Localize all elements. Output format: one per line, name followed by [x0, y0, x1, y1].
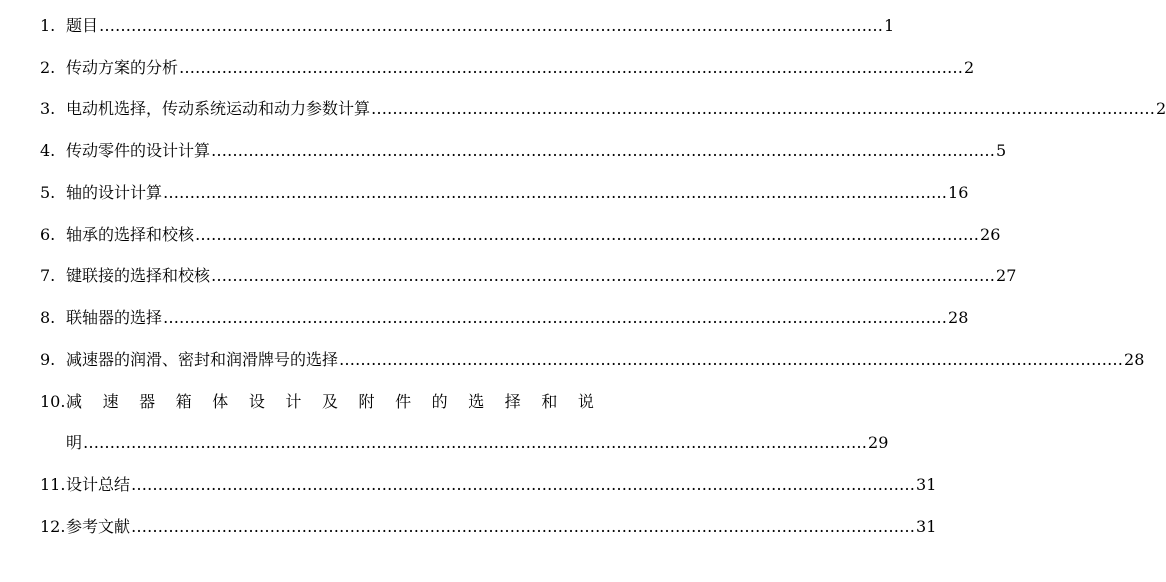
- toc-entry[interactable]: [40, 306, 969, 330]
- toc-entry[interactable]: [40, 264, 1017, 288]
- toc-entry-title-spread: [66, 390, 594, 414]
- toc-entry[interactable]: [40, 348, 1145, 372]
- title-char: 减: [66, 392, 83, 411]
- toc-entry[interactable]: [40, 181, 969, 205]
- toc-entry-title: 设计总结: [66, 475, 131, 494]
- toc-entry-number: 5.: [40, 183, 56, 202]
- toc-entry-title: 题目: [66, 16, 99, 35]
- toc-entry-number: 8.: [40, 308, 56, 327]
- title-char: 附: [358, 392, 375, 411]
- toc-entry[interactable]: [40, 515, 937, 539]
- toc-entry-page: 31: [916, 517, 937, 536]
- title-char: 器: [139, 392, 156, 411]
- title-char: 设: [248, 392, 265, 411]
- title-char: 件: [395, 392, 412, 411]
- toc-entry-page: 1: [884, 16, 895, 35]
- title-char: 体: [212, 392, 229, 411]
- dot-leader: …………………………………………………………………………………………………………………………………: [131, 517, 916, 536]
- toc-entry-page: 27: [996, 266, 1017, 285]
- title-char: 和: [541, 392, 558, 411]
- toc-entry[interactable]: [40, 139, 1007, 163]
- title-char: 的: [431, 392, 448, 411]
- toc-entry-page: 28: [1124, 350, 1145, 369]
- toc-entry[interactable]: [40, 56, 975, 80]
- dot-leader: …………………………………………………………………………………………………………………………………: [339, 350, 1124, 369]
- toc-entry-title: 联轴器的选择: [66, 308, 163, 327]
- dot-leader: …………………………………………………………………………………………………………………………………: [131, 475, 916, 494]
- toc-entry-number: 1.: [40, 16, 56, 35]
- toc-entry-number: 12.: [40, 517, 66, 536]
- title-char: 箱: [175, 392, 192, 411]
- dot-leader: …………………………………………………………………………………………………………………………………: [195, 225, 980, 244]
- dot-leader: …………………………………………………………………………………………………………………………………: [211, 141, 996, 160]
- toc-entry-title: 电动机选择，传动系统运动和动力参数计算: [66, 99, 371, 118]
- toc-entry-number: 10.: [40, 392, 66, 411]
- toc-entry-number: 4.: [40, 141, 56, 160]
- title-char: 及: [321, 392, 338, 411]
- toc-entry-page: 26: [980, 225, 1001, 244]
- toc-entry-page: 2: [1156, 99, 1166, 118]
- toc-entry-title: 传动零件的设计计算: [66, 141, 211, 160]
- title-char: 速: [102, 392, 119, 411]
- toc-entry-number: 6.: [40, 225, 56, 244]
- title-char: 选: [468, 392, 485, 411]
- dot-leader: …………………………………………………………………………………………………………………………………: [163, 183, 948, 202]
- toc-entry-title-continued: 明: [66, 433, 83, 452]
- toc-entry-page: 2: [964, 58, 975, 77]
- toc-entry-number: 7.: [40, 266, 56, 285]
- dot-leader: …………………………………………………………………………………………………………………………………: [163, 308, 948, 327]
- toc-entry-line2[interactable]: [66, 431, 889, 455]
- toc-entry-number: 11.: [40, 475, 66, 494]
- dot-leader: …………………………………………………………………………………………………………………………………: [371, 99, 1156, 118]
- toc-entry[interactable]: [40, 473, 937, 497]
- toc-entry-title: 传动方案的分析: [66, 58, 179, 77]
- toc-entry-number: 3.: [40, 99, 56, 118]
- toc-entry-number: 2.: [40, 58, 56, 77]
- dot-leader: …………………………………………………………………………………………………………………………………: [83, 433, 868, 452]
- toc-entry-title: 减速器的润滑、密封和润滑牌号的选择: [66, 350, 339, 369]
- dot-leader: …………………………………………………………………………………………………………………………………: [99, 16, 884, 35]
- toc-entry[interactable]: [40, 97, 1166, 121]
- toc-entry-title: 参考文献: [66, 517, 131, 536]
- dot-leader: …………………………………………………………………………………………………………………………………: [179, 58, 964, 77]
- title-char: 择: [504, 392, 521, 411]
- title-char: 说: [577, 392, 594, 411]
- toc-entry-number: 9.: [40, 350, 56, 369]
- toc-entry-page: 5: [996, 141, 1007, 160]
- toc-entry-title: 轴的设计计算: [66, 183, 163, 202]
- toc-entry-page: 16: [948, 183, 969, 202]
- toc-entry[interactable]: [40, 14, 895, 38]
- toc-entry-title: 键联接的选择和校核: [66, 266, 211, 285]
- toc-entry[interactable]: [40, 223, 1001, 247]
- toc-entry-page: 31: [916, 475, 937, 494]
- toc-entry-page: 29: [868, 433, 889, 452]
- toc-entry-line1[interactable]: [40, 390, 594, 414]
- title-char: 计: [285, 392, 302, 411]
- toc-entry-title: 轴承的选择和校核: [66, 225, 195, 244]
- dot-leader: …………………………………………………………………………………………………………………………………: [211, 266, 996, 285]
- toc-entry-page: 28: [948, 308, 969, 327]
